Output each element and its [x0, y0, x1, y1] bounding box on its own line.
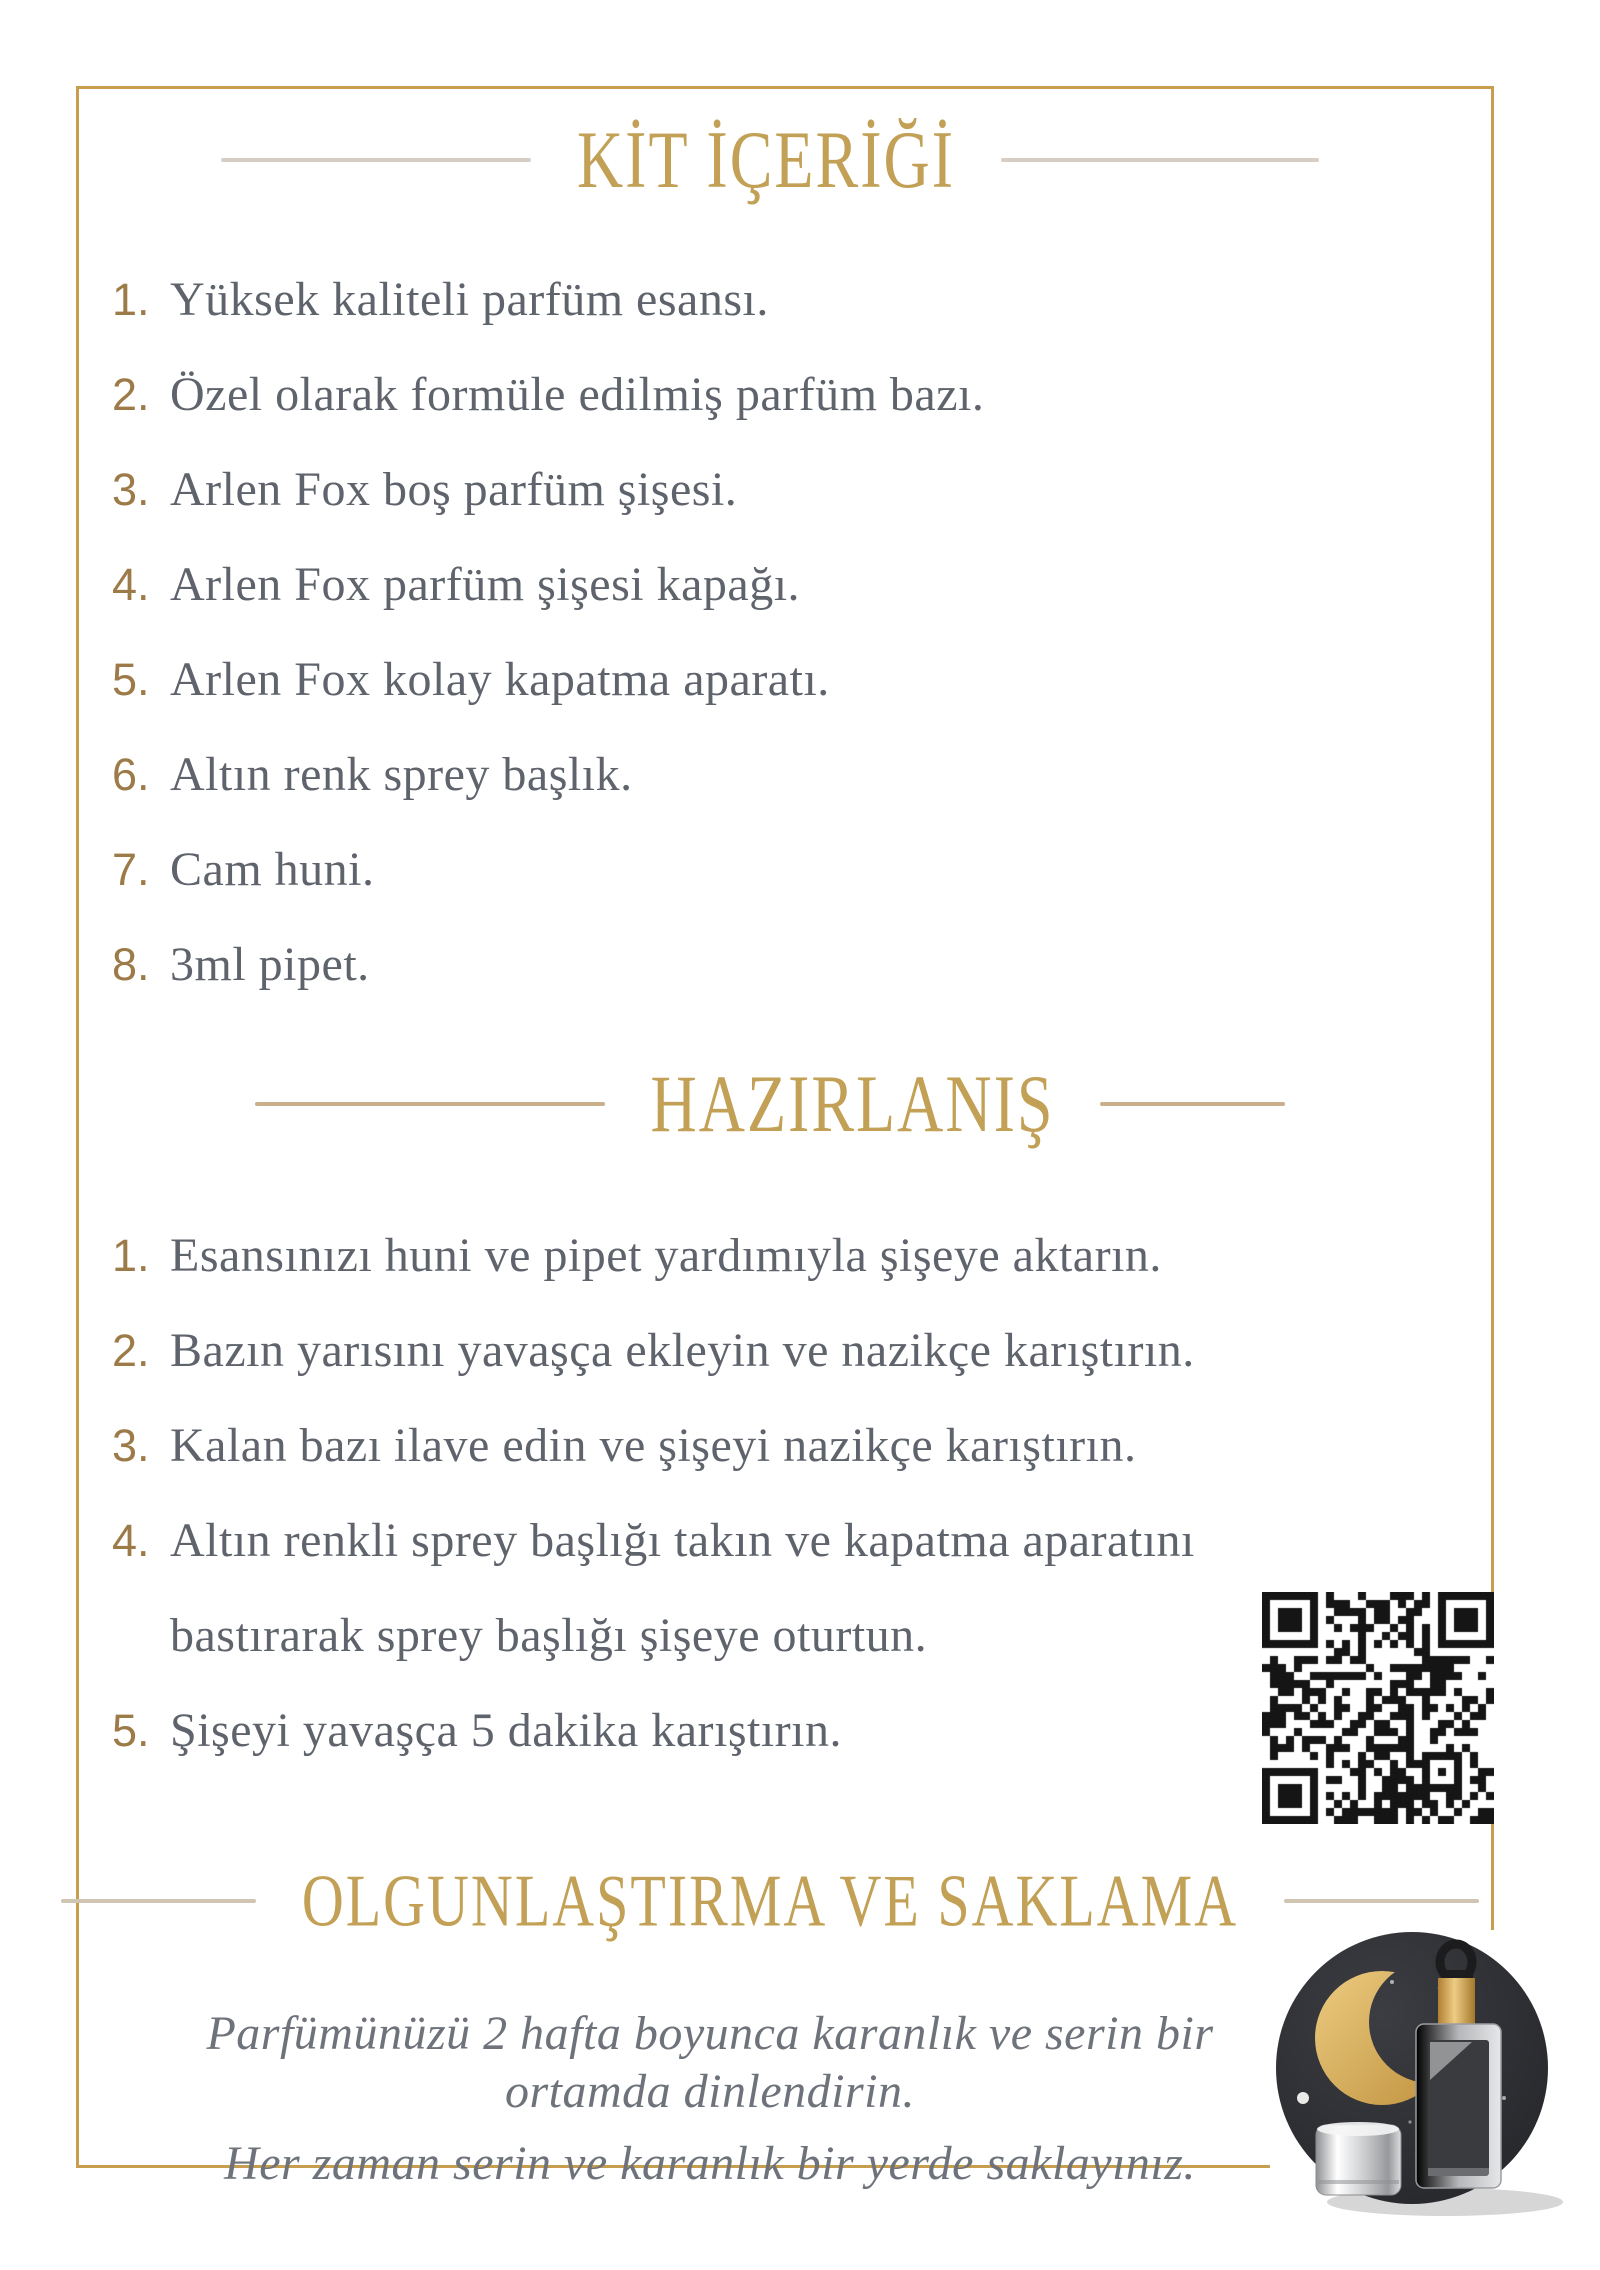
- list-item-number: 4.: [112, 559, 150, 610]
- list-item-text: Altın renk sprey başlık.: [170, 748, 633, 801]
- list-item-number: 1.: [112, 1230, 150, 1281]
- list-item: [112, 822, 984, 917]
- list-item: [112, 1493, 1280, 1683]
- qr-code: [1262, 1592, 1494, 1824]
- preparation-list: [112, 1208, 1280, 1778]
- list-item-text: Cam huni.: [170, 843, 375, 896]
- list-item-number: 4.: [112, 1515, 150, 1566]
- list-item-number: 5.: [112, 654, 150, 705]
- list-item-text: Arlen Fox kolay kapatma aparatı.: [170, 653, 830, 706]
- list-item-text: Bazın yarısını yavaşça ekleyin ve nazikçe karıştırın.: [170, 1324, 1195, 1377]
- list-item: [112, 252, 984, 347]
- moon-and-perfume-bottle-illustration: [1270, 1930, 1572, 2232]
- list-item-text: Özel olarak formüle edilmiş parfüm bazı.: [170, 368, 985, 421]
- list-item-number: 3.: [112, 1420, 150, 1471]
- moon-and-perfume-bottle-icon: [1270, 1930, 1572, 2232]
- list-item-text: Arlen Fox parfüm şişesi kapağı.: [170, 558, 801, 611]
- list-item-text: Esansınızı huni ve pipet yardımıyla şişeye aktarın.: [170, 1229, 1162, 1282]
- list-item: [112, 1208, 1280, 1303]
- list-item-number: 3.: [112, 464, 150, 515]
- list-item-number: 2.: [112, 1325, 150, 1376]
- list-item-text: Arlen Fox boş parfüm şişesi.: [170, 463, 738, 516]
- list-item: [112, 537, 984, 632]
- kit-contents-heading: [0, 113, 1570, 205]
- storage-paragraph: Parfümünüzü 2 hafta boyunca karanlık ve serin bir ortamda dinlendirin.: [206, 2007, 1214, 2118]
- heading-divider-line: [1100, 1102, 1285, 1106]
- list-item: [112, 442, 984, 537]
- heading-divider-line: [221, 158, 531, 162]
- list-item: [112, 1303, 1280, 1398]
- storage-heading: [0, 1858, 1570, 1942]
- storage-paragraph: Her zaman serin ve karanlık bir yerde saklayınız.: [224, 2137, 1196, 2190]
- heading-divider-line: [1284, 1899, 1479, 1903]
- heading-divider-line: [1001, 158, 1319, 162]
- list-item-number: 8.: [112, 939, 150, 990]
- storage-instructions: [130, 2005, 1290, 2193]
- kit-contents-list: [112, 252, 984, 1012]
- list-item-number: 7.: [112, 844, 150, 895]
- list-item: [112, 347, 984, 442]
- list-item-text: Kalan bazı ilave edin ve şişeyi nazikçe karıştırın.: [170, 1419, 1137, 1472]
- list-item: [112, 632, 984, 727]
- list-item-text: Şişeyi yavaşça 5 dakika karıştırın.: [170, 1704, 842, 1757]
- list-item-number: 1.: [112, 274, 150, 325]
- heading-divider-line: [61, 1899, 256, 1903]
- list-item: [112, 727, 984, 822]
- list-item: [112, 917, 984, 1012]
- list-item-number: 6.: [112, 749, 150, 800]
- heading-divider-line: [255, 1102, 605, 1106]
- list-item-text: 3ml pipet.: [170, 938, 370, 991]
- storage-title: OLGUNLAŞTIRMA VE SAKLAMA: [301, 1858, 1239, 1942]
- list-item-number: 5.: [112, 1705, 150, 1756]
- list-item: [112, 1683, 1280, 1778]
- preparation-title: HAZIRLANIŞ: [650, 1057, 1055, 1149]
- list-item-text: Altın renkli sprey başlığı takın ve kapatma aparatını bastırarak sprey başlığı şişeye oturtun.: [170, 1514, 1195, 1662]
- preparation-heading: [0, 1057, 1570, 1149]
- list-item-text: Yüksek kaliteli parfüm esansı.: [170, 273, 769, 326]
- kit-contents-title: KİT İÇERİĞİ: [576, 113, 956, 205]
- list-item: [112, 1398, 1280, 1493]
- list-item-number: 2.: [112, 369, 150, 420]
